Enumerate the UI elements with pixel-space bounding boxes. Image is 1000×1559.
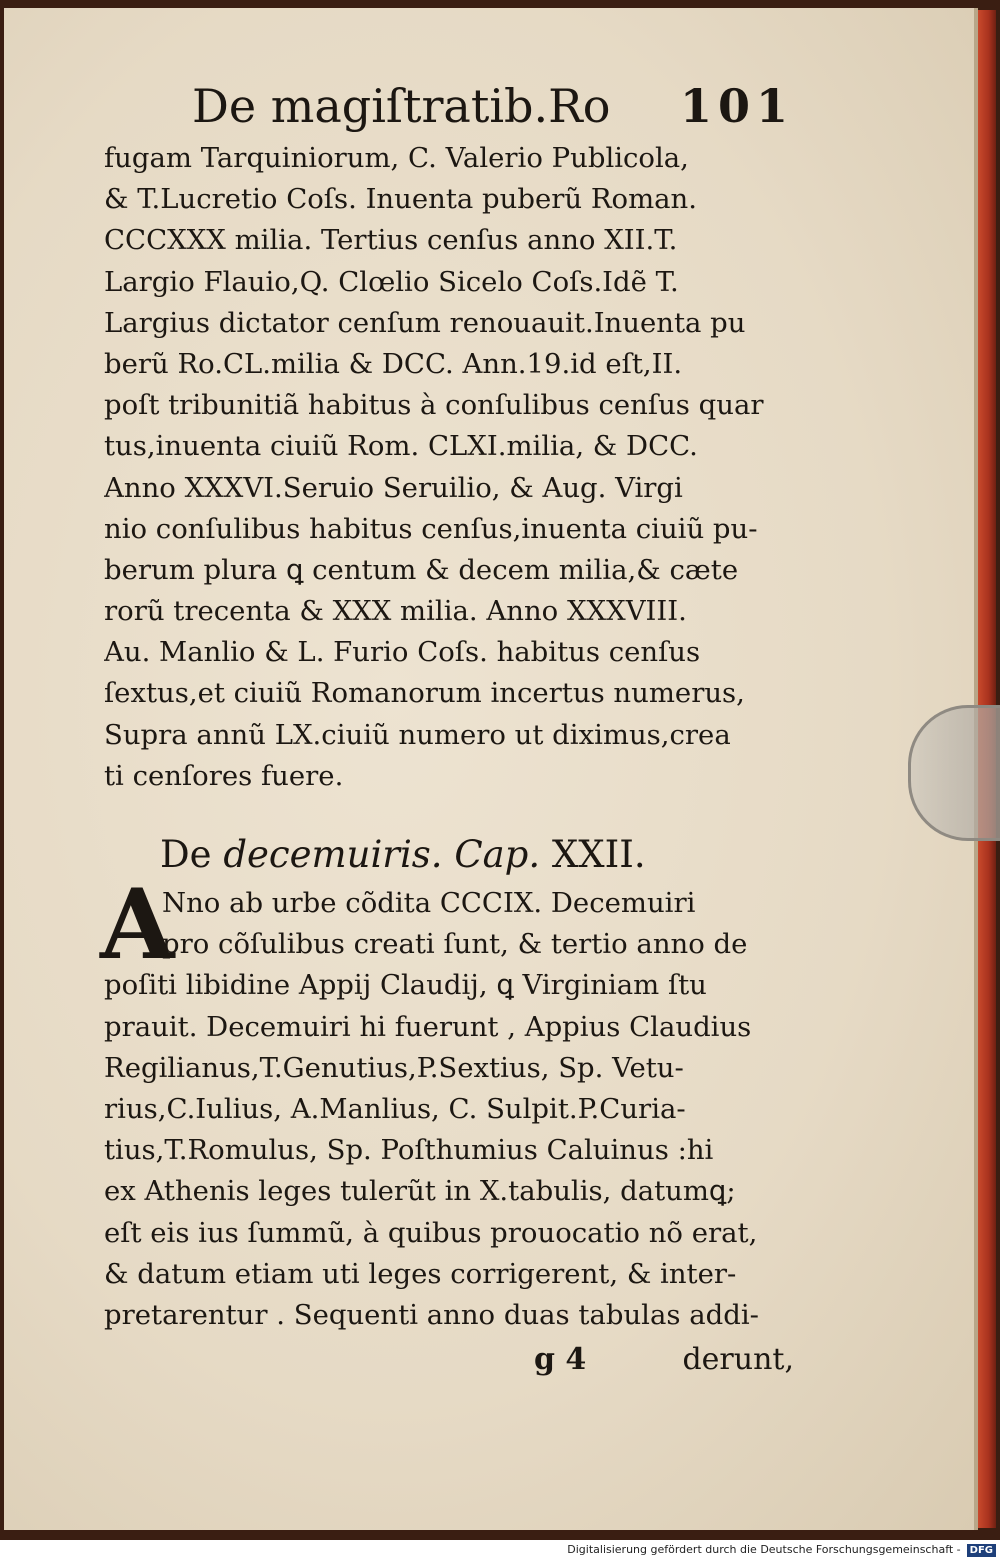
text-line: berum plura ꝗ centum & decem milia,& cæte xyxy=(104,553,739,586)
funding-notice-bar xyxy=(0,1540,1000,1559)
text-line: Largius dictator cenſum renouauit.Inuenta pu xyxy=(104,306,746,339)
text-line: eſt eis ius ſummũ, à quibus prouocatio nõ erat, xyxy=(104,1216,758,1249)
chapter-number: XXII. xyxy=(551,833,646,876)
text-line: & datum etiam uti leges corrigerent, & inter- xyxy=(104,1257,737,1290)
text-line: Au. Manlio & L. Furio Coſs. habitus cenſus xyxy=(104,636,701,669)
page-text-block xyxy=(100,78,794,1380)
text-line: ſextus,et ciuiũ Romanorum incertus numerus, xyxy=(104,677,745,710)
text-line: ex Athenis leges tulerũt in X.tabulis, datumꝗ; xyxy=(104,1175,736,1208)
signature-mark: g 4 xyxy=(534,1342,587,1378)
text-line: berũ Ro.CL.milia & DCC. Ann.19.id eſt,II. xyxy=(104,347,683,380)
drop-cap: A xyxy=(100,868,175,981)
text-line: CCCXXX milia. Tertius cenſus anno XII.T. xyxy=(104,224,678,257)
body-text xyxy=(104,138,794,797)
text-line: ti cenſores fuere. xyxy=(104,759,344,792)
chapter-lead: De xyxy=(160,833,212,876)
text-line: prauit. Decemuiri hi fuerunt , Appius Claudius xyxy=(104,1010,752,1043)
text-line: fugam Tarquiniorum, C. Valerio Publicola, xyxy=(104,142,689,174)
text-line: Nno ab urbe cõdita CCCIX. Decemuiri xyxy=(162,887,696,919)
funding-notice: Digitalisierung gefördert durch die Deutsche Forschungsgemeinschaft - xyxy=(567,1543,961,1556)
page-footer xyxy=(104,1340,794,1380)
dfg-logo: DFG xyxy=(967,1544,996,1557)
chapter-cap-label: Cap. xyxy=(454,833,541,876)
chapter-title: decemuiris. xyxy=(223,833,443,876)
text-line: poſiti libidine Appij Claudij, ꝗ Virginiam ſtu xyxy=(104,969,707,1002)
text-line: tus,inuenta ciuiũ Rom. CLXI.milia, & DCC. xyxy=(104,430,698,463)
chapter-heading xyxy=(104,833,794,877)
text-line: Largio Flauio,Q. Clœlio Sicelo Coſs.Idẽ T. xyxy=(104,265,679,298)
text-line: tius,T.Romulus, Sp. Poſthumius Caluinus :hi xyxy=(104,1134,714,1167)
text-line: & T.Lucretio Coſs. Inuenta puberũ Roman. xyxy=(104,183,698,216)
text-line: nio conſulibus habitus cenſus,inuenta ciuiũ pu- xyxy=(104,512,758,545)
text-line: Supra annũ LX.ciuiũ numero ut diximus,crea xyxy=(104,718,731,751)
text-line: rius,C.Iulius, A.Manlius, C. Sulpit.P.Curia- xyxy=(104,1092,686,1125)
running-title: De magiſtratib.Ro xyxy=(192,79,611,133)
catchword: derunt, xyxy=(682,1342,794,1378)
chapter-body xyxy=(100,868,794,1336)
text-line: pretarentur . Sequenti anno duas tabulas addi- xyxy=(104,1298,759,1331)
text-line: poſt tribunitiã habitus à conſulibus cenſus quar xyxy=(104,389,764,422)
text-line: Anno XXXVI.Seruio Seruilio, & Aug. Virgi xyxy=(104,471,683,504)
text-line: rorũ trecenta & XXX milia. Anno XXXVIII. xyxy=(104,595,687,628)
text-line: pro cõſulibus creati ſunt, & tertio anno de xyxy=(162,928,748,961)
running-header xyxy=(104,78,794,138)
text-line: Regilianus,T.Genutius,P.Sextius, Sp. Vetu- xyxy=(104,1051,684,1084)
page-number: 101 xyxy=(679,79,794,133)
